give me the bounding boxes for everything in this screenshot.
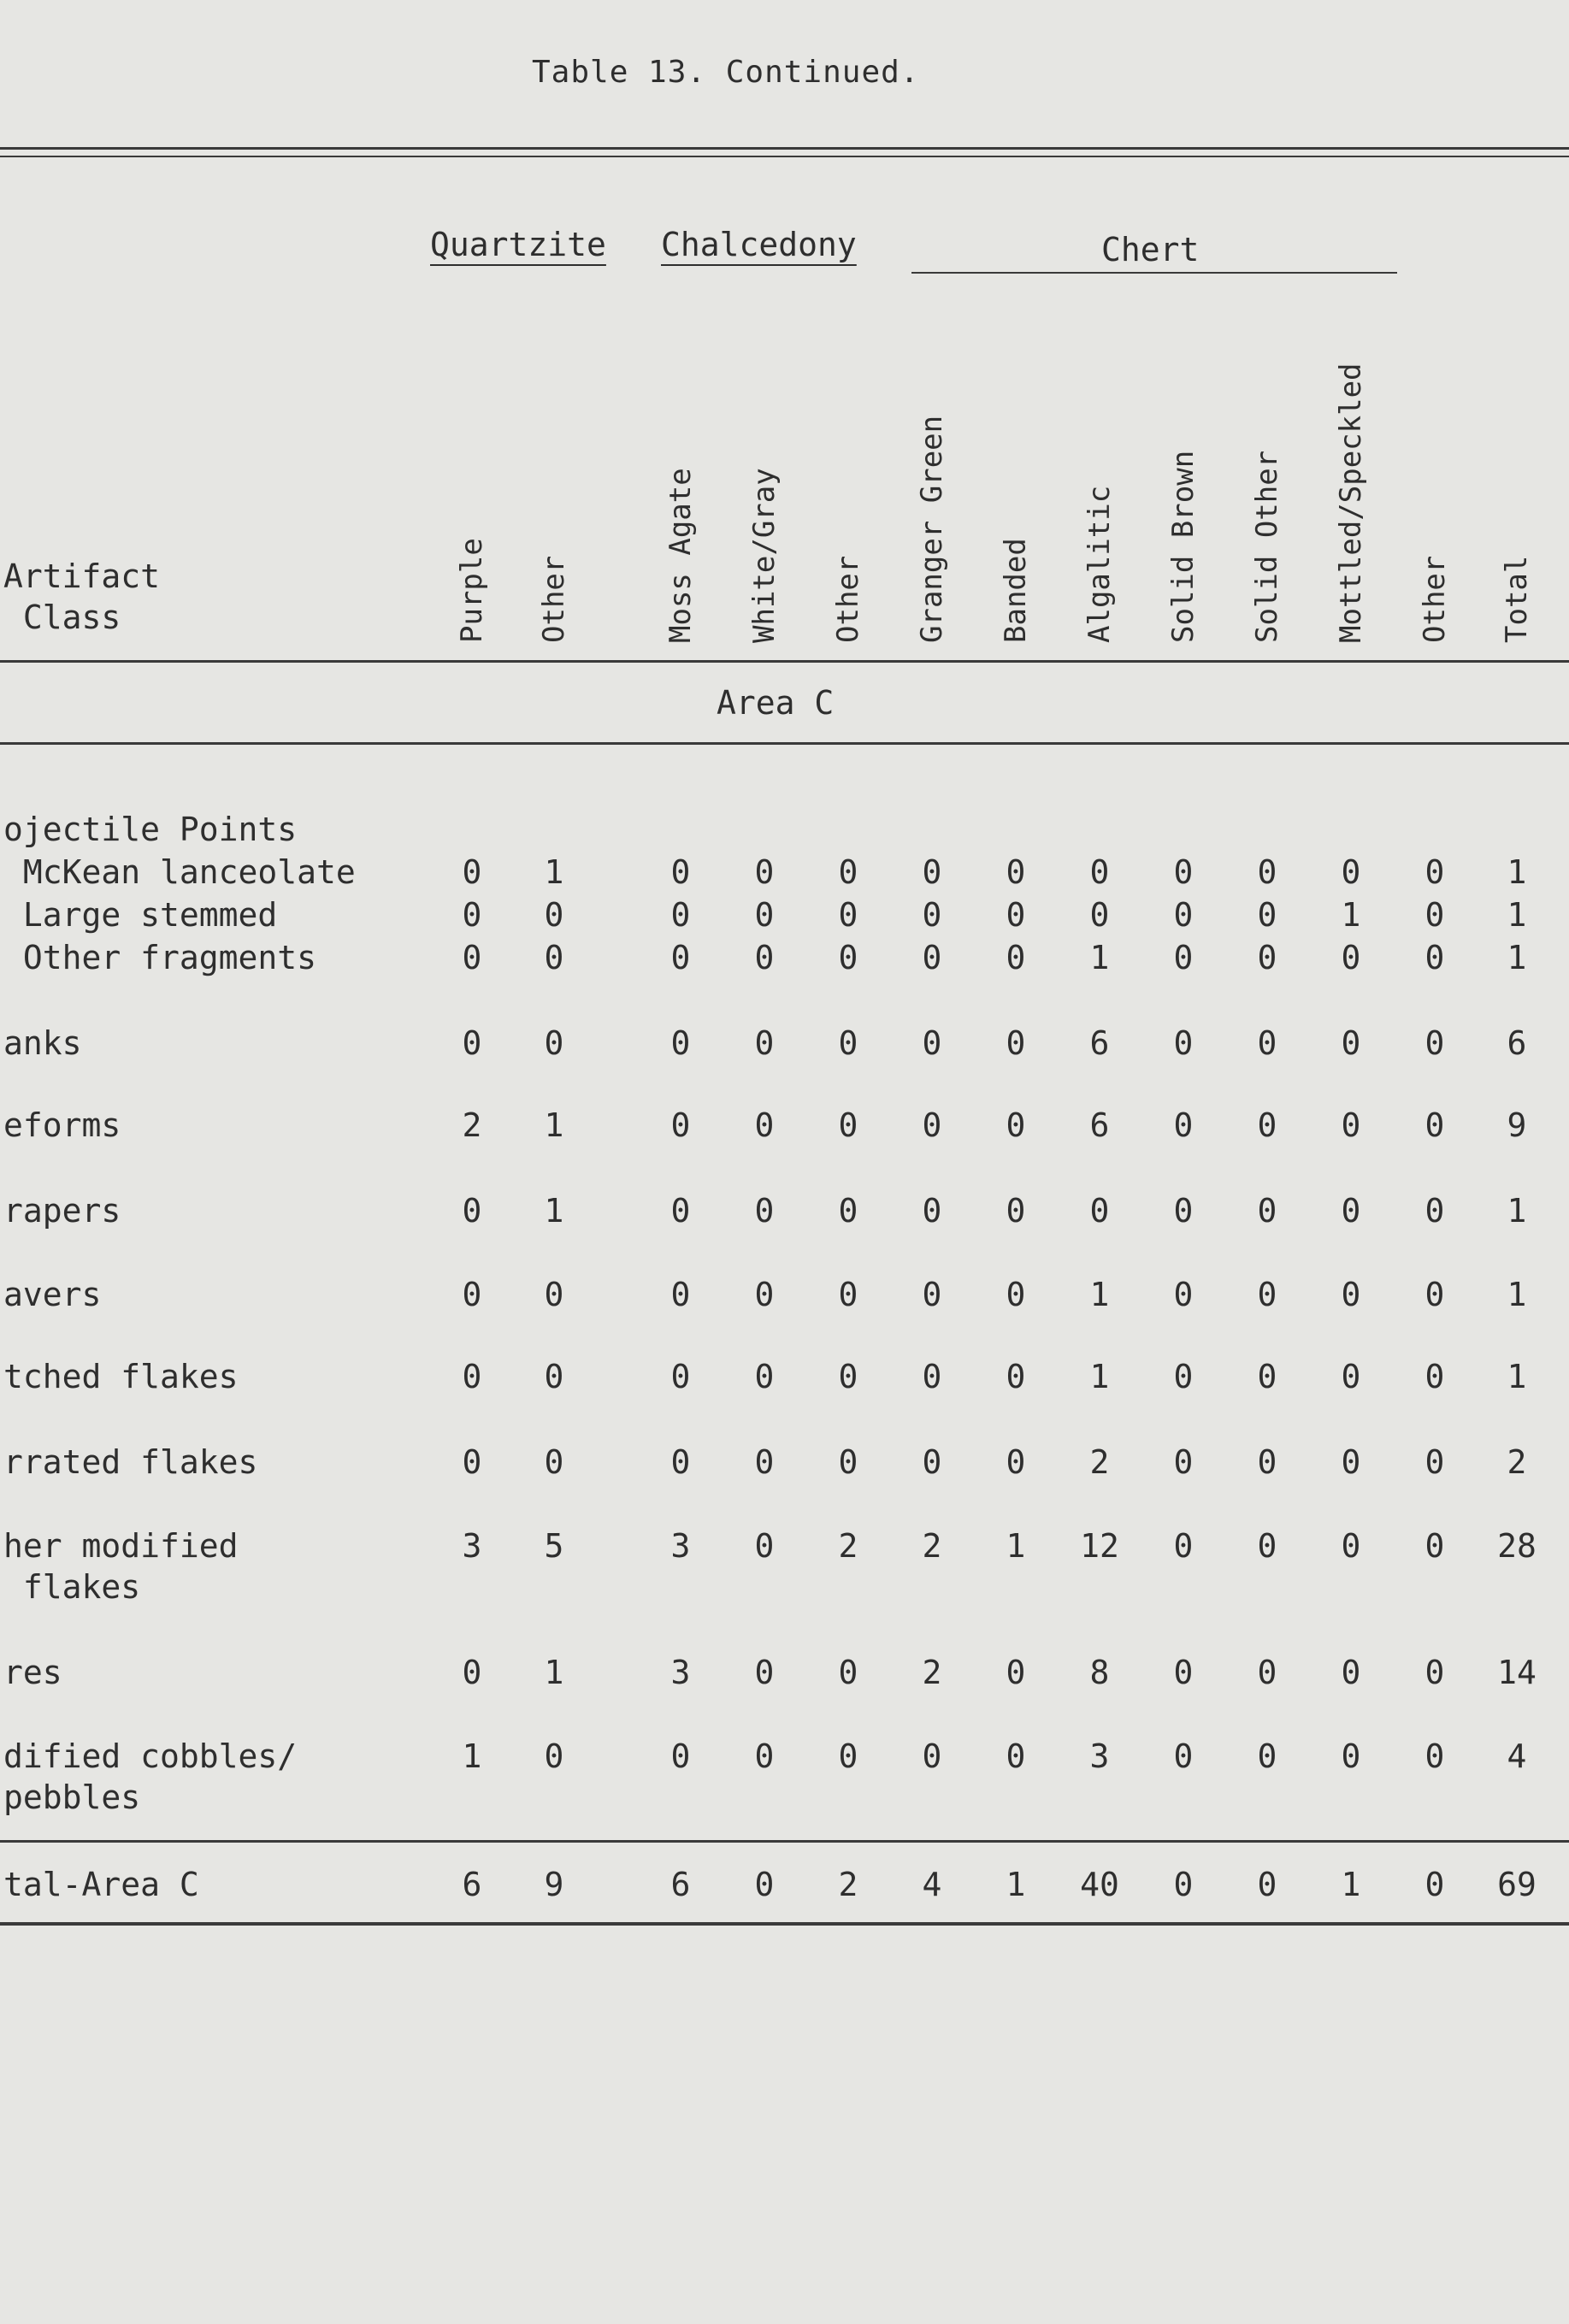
row-label-line: avers	[3, 1276, 102, 1313]
row-label-line: McKean lanceolate	[3, 853, 356, 891]
table-cell: 1	[1507, 896, 1527, 934]
table-cell: 0	[1173, 1358, 1194, 1395]
table-cell: 0	[838, 1443, 858, 1481]
table-cell: 0	[838, 1654, 858, 1691]
table-cell: 0	[1173, 1527, 1194, 1565]
table-cell: 0	[1089, 896, 1110, 934]
header-rule	[0, 660, 1569, 663]
row-label-line: rrated flakes	[3, 1443, 258, 1481]
row-label-line: pebbles	[3, 1778, 141, 1816]
table-cell: 6	[1089, 1106, 1110, 1144]
table-cell: 0	[1006, 1276, 1026, 1313]
table-cell: 0	[1341, 1358, 1361, 1395]
row-label-line: eforms	[3, 1106, 121, 1144]
table-cell: 0	[544, 939, 564, 976]
table-cell: 0	[1257, 896, 1277, 934]
table-cell: 0	[462, 1192, 482, 1230]
table-cell: 0	[1257, 1276, 1277, 1313]
row-label	[3, 1190, 121, 1231]
column-header: Other	[1418, 555, 1452, 643]
row-label-line: anks	[3, 1024, 82, 1062]
table-cell: 0	[1006, 1654, 1026, 1691]
table-cell: 0	[1006, 1737, 1026, 1775]
table-cell: 0	[1257, 1106, 1277, 1144]
table-cell: 0	[1424, 1527, 1445, 1565]
column-header: Algalitic	[1082, 485, 1117, 643]
table-cell: 9	[1507, 1106, 1527, 1144]
table-cell: 0	[544, 1024, 564, 1062]
table-cell: 0	[838, 1358, 858, 1395]
table-cell: 0	[1089, 1192, 1110, 1230]
table-cell: 0	[1424, 939, 1445, 976]
table-cell: 0	[1424, 1358, 1445, 1395]
table-cell: 0	[922, 853, 942, 891]
row-label	[3, 1736, 297, 1818]
table-cell: 0	[838, 896, 858, 934]
bottom-rule	[0, 1922, 1569, 1926]
table-cell: 0	[1424, 1737, 1445, 1775]
table-cell: 0	[838, 939, 858, 976]
top-rule-2	[0, 156, 1569, 157]
table-cell: 0	[544, 1443, 564, 1481]
row-label-line: flakes	[3, 1568, 141, 1606]
table-cell: 0	[670, 1358, 691, 1395]
row-label-line: dified cobbles/	[3, 1737, 298, 1775]
table-cell: 0	[670, 1443, 691, 1481]
table-cell: 0	[1341, 1276, 1361, 1313]
chert-underline	[911, 272, 1397, 274]
table-cell: 1	[1507, 1276, 1527, 1313]
table-cell: 0	[544, 1276, 564, 1313]
table-cell: 0	[754, 1192, 775, 1230]
table-cell: 0	[1424, 1443, 1445, 1481]
table-cell: 0	[1173, 1024, 1194, 1062]
row-label-line: tal-Area C	[3, 1866, 199, 1903]
table-cell: 0	[1257, 939, 1277, 976]
table-cell: 0	[1341, 1737, 1361, 1775]
table-cell: 2	[922, 1527, 942, 1565]
table-cell: 0	[1173, 1737, 1194, 1775]
table-cell: 69	[1497, 1866, 1537, 1903]
table-cell: 6	[670, 1866, 691, 1903]
table-cell: 0	[462, 939, 482, 976]
row-label-line: Large stemmed	[3, 896, 278, 934]
row-label-line: res	[3, 1654, 62, 1691]
group-chalcedony: Chalcedony	[661, 226, 857, 263]
table-cell: 0	[670, 1024, 691, 1062]
table-cell: 0	[670, 853, 691, 891]
table-cell: 1	[544, 1192, 564, 1230]
table-cell: 0	[1006, 939, 1026, 976]
table-cell: 8	[1089, 1654, 1110, 1691]
table-cell: 4	[1507, 1737, 1527, 1775]
column-header: Mottled/Speckled	[1334, 363, 1368, 643]
table-cell: 0	[670, 1276, 691, 1313]
table-cell: 0	[670, 1192, 691, 1230]
table-cell: 0	[670, 896, 691, 934]
table-cell: 0	[1424, 1866, 1445, 1903]
table-cell: 0	[754, 896, 775, 934]
table-cell: 0	[922, 1443, 942, 1481]
column-header: White/Gray	[747, 468, 782, 643]
row-label	[3, 809, 297, 850]
table-cell: 0	[1006, 1443, 1026, 1481]
table-cell: 3	[670, 1654, 691, 1691]
table-cell: 0	[1173, 1192, 1194, 1230]
row-label-line: her modified	[3, 1527, 239, 1565]
table-cell: 0	[1173, 1106, 1194, 1144]
column-header: Solid Other	[1250, 450, 1284, 643]
table-cell: 0	[462, 896, 482, 934]
row-label-line: Other fragments	[3, 939, 317, 976]
table-cell: 1	[1507, 1358, 1527, 1395]
table-cell: 0	[1257, 1866, 1277, 1903]
table-cell: 1	[1507, 853, 1527, 891]
table-cell: 0	[1257, 1024, 1277, 1062]
row-label	[3, 1023, 82, 1064]
table-cell: 0	[838, 1737, 858, 1775]
table-cell: 0	[754, 1737, 775, 1775]
column-header: Granger Green	[915, 415, 949, 643]
table-cell: 0	[754, 1654, 775, 1691]
table-cell: 0	[922, 1276, 942, 1313]
table-cell: 0	[922, 1106, 942, 1144]
table-cell: 0	[922, 1192, 942, 1230]
table-cell: 12	[1080, 1527, 1119, 1565]
table-title: Table 13. Continued.	[532, 55, 920, 90]
table-cell: 0	[1424, 1106, 1445, 1144]
table-cell: 0	[1424, 853, 1445, 891]
table-cell: 0	[544, 1358, 564, 1395]
table-cell: 0	[922, 1737, 942, 1775]
table-cell: 1	[1341, 1866, 1361, 1903]
table-cell: 0	[1173, 1866, 1194, 1903]
table-cell: 0	[1341, 1527, 1361, 1565]
table-cell: 0	[1173, 1276, 1194, 1313]
table-cell: 0	[754, 1276, 775, 1313]
table-cell: 1	[1006, 1527, 1026, 1565]
table-cell: 0	[1341, 1024, 1361, 1062]
area-label: Area C	[717, 684, 835, 722]
table-cell: 0	[922, 1358, 942, 1395]
column-header: Moss Agate	[664, 468, 698, 643]
table-cell: 0	[1341, 1443, 1361, 1481]
table-cell: 0	[922, 939, 942, 976]
table-cell: 0	[1257, 1654, 1277, 1691]
table-cell: 0	[754, 1106, 775, 1144]
table-cell: 0	[1424, 1654, 1445, 1691]
table-cell: 0	[1424, 1024, 1445, 1062]
table-cell: 6	[462, 1866, 482, 1903]
table-cell: 2	[1507, 1443, 1527, 1481]
table-cell: 1	[544, 1106, 564, 1144]
table-cell: 1	[1006, 1866, 1026, 1903]
table-cell: 0	[1341, 1192, 1361, 1230]
row-label	[3, 1864, 199, 1905]
table-cell: 0	[1173, 1443, 1194, 1481]
table-cell: 0	[1257, 1527, 1277, 1565]
table-cell: 1	[1507, 939, 1527, 976]
table-cell: 0	[1341, 1654, 1361, 1691]
table-cell: 0	[838, 1024, 858, 1062]
table-cell: 0	[1424, 896, 1445, 934]
table-cell: 3	[462, 1527, 482, 1565]
table-cell: 40	[1080, 1866, 1119, 1903]
table-cell: 0	[462, 1024, 482, 1062]
table-cell: 2	[1089, 1443, 1110, 1481]
table-cell: 0	[462, 1654, 482, 1691]
column-header: Total	[1500, 555, 1534, 643]
table-cell: 0	[1173, 896, 1194, 934]
table-cell: 0	[1006, 1106, 1026, 1144]
table-cell: 0	[922, 1024, 942, 1062]
table-cell: 0	[544, 1737, 564, 1775]
column-header: Banded	[999, 538, 1033, 643]
table-cell: 1	[1507, 1192, 1527, 1230]
artifact-header-line-1: Artifact	[3, 557, 161, 595]
table-cell: 0	[1173, 853, 1194, 891]
table-cell: 0	[544, 896, 564, 934]
table-cell: 0	[754, 1358, 775, 1395]
table-cell: 2	[838, 1527, 858, 1565]
table-cell: 1	[544, 853, 564, 891]
table-cell: 6	[1507, 1024, 1527, 1062]
row-label	[3, 1105, 121, 1146]
table-cell: 0	[670, 1737, 691, 1775]
table-cell: 0	[838, 1106, 858, 1144]
table-cell: 5	[544, 1527, 564, 1565]
table-cell: 0	[1424, 1276, 1445, 1313]
table-cell: 0	[754, 1527, 775, 1565]
table-cell: 0	[1257, 1192, 1277, 1230]
row-label	[3, 852, 356, 893]
table-cell: 0	[670, 1106, 691, 1144]
column-header: Solid Brown	[1166, 450, 1200, 643]
artifact-header-line-2: Class	[3, 599, 121, 636]
group-chert: Chert	[1101, 231, 1200, 268]
row-label	[3, 894, 277, 935]
area-rule	[0, 742, 1569, 745]
column-header: Other	[537, 555, 571, 643]
row-label-line: ojectile Points	[3, 811, 298, 848]
table-cell: 3	[670, 1527, 691, 1565]
total-rule	[0, 1840, 1569, 1843]
table-cell: 1	[544, 1654, 564, 1691]
top-rule-1	[0, 147, 1569, 150]
table-cell: 0	[1006, 1024, 1026, 1062]
row-label	[3, 1442, 257, 1483]
table-cell: 3	[1089, 1737, 1110, 1775]
table-cell: 0	[754, 1866, 775, 1903]
table-cell: 0	[462, 1358, 482, 1395]
table-cell: 0	[838, 853, 858, 891]
column-header: Purple	[455, 538, 489, 643]
table-cell: 9	[544, 1866, 564, 1903]
table-cell: 1	[1089, 1276, 1110, 1313]
table-cell: 0	[1006, 1358, 1026, 1395]
table-cell: 14	[1497, 1654, 1537, 1691]
table-cell: 0	[1341, 853, 1361, 891]
table-cell: 0	[1006, 853, 1026, 891]
table-cell: 0	[754, 853, 775, 891]
table-cell: 0	[670, 939, 691, 976]
table-cell: 0	[1257, 1443, 1277, 1481]
table-cell: 6	[1089, 1024, 1110, 1062]
row-label	[3, 1356, 239, 1397]
table-cell: 0	[462, 1276, 482, 1313]
table-cell: 0	[754, 1443, 775, 1481]
table-cell: 0	[1173, 939, 1194, 976]
table-cell: 0	[1257, 1358, 1277, 1395]
table-cell: 0	[1424, 1192, 1445, 1230]
table-cell: 0	[1257, 853, 1277, 891]
table-cell: 2	[462, 1106, 482, 1144]
table-cell: 1	[1089, 939, 1110, 976]
table-cell: 0	[1006, 1192, 1026, 1230]
table-cell: 2	[922, 1654, 942, 1691]
table-cell: 1	[1089, 1358, 1110, 1395]
row-label	[3, 1274, 101, 1315]
table-cell: 0	[838, 1276, 858, 1313]
group-quartzite: Quartzite	[430, 226, 606, 263]
table-cell: 0	[1341, 939, 1361, 976]
table-cell: 4	[922, 1866, 942, 1903]
table-cell: 28	[1497, 1527, 1537, 1565]
artifact-class-header	[3, 556, 160, 638]
table-cell: 0	[754, 1024, 775, 1062]
table-cell: 0	[1341, 1106, 1361, 1144]
table-cell: 0	[1006, 896, 1026, 934]
row-label-line: tched flakes	[3, 1358, 239, 1395]
table-cell: 0	[838, 1192, 858, 1230]
table-cell: 0	[462, 1443, 482, 1481]
table-cell: 0	[1257, 1737, 1277, 1775]
column-header: Other	[831, 555, 865, 643]
table-cell: 0	[1173, 1654, 1194, 1691]
row-label	[3, 937, 316, 978]
table-cell: 0	[462, 853, 482, 891]
table-cell: 0	[1089, 853, 1110, 891]
row-label	[3, 1652, 62, 1693]
row-label-line: rapers	[3, 1192, 121, 1230]
table-cell: 1	[462, 1737, 482, 1775]
table-cell: 2	[838, 1866, 858, 1903]
row-label	[3, 1525, 239, 1607]
table-cell: 0	[754, 939, 775, 976]
table-cell: 0	[922, 896, 942, 934]
table-cell: 1	[1341, 896, 1361, 934]
